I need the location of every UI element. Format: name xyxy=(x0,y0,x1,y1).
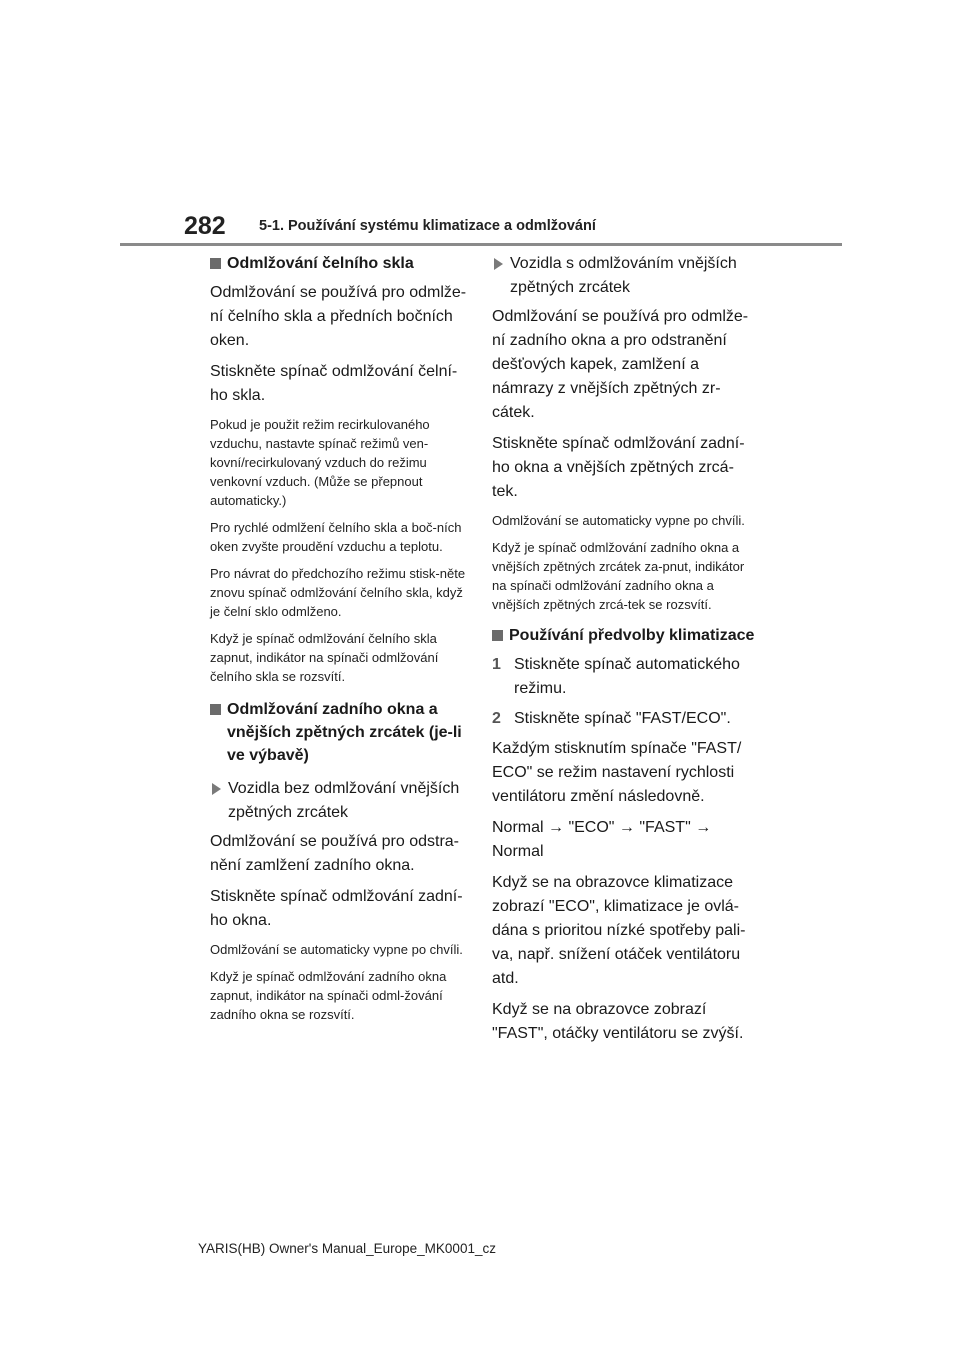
paragraph: Odmlžování se používá pro odmlže-ní čelního skla a předních bočních oken. xyxy=(210,284,467,349)
paragraph: Každým stisknutím spínače "FAST/ ECO" se režim nastavení rychlosti ventilátoru změní následovně. xyxy=(492,740,742,805)
paragraph: Stiskněte spínač odmlžování zadní-ho okna a vnějších zpětných zrcá-tek. xyxy=(492,435,745,500)
paragraph: Když se na obrazovce zobrazí "FAST", otáčky ventilátoru se zvýší. xyxy=(492,1001,744,1042)
note: Odmlžování se automaticky vypne po chvíli. xyxy=(210,942,463,957)
note: Když je spínač odmlžování zadního okna a vnějších zpětných zrcátek za-pnut, indikátor na spínači odmlžování zadního okna a vnějších zpětných zrcá-tek se rozsvítí. xyxy=(492,540,745,612)
note: Když je spínač odmlžování čelního skla zapnut, indikátor na spínači odmlžování čelního skla se rozsvítí. xyxy=(210,631,439,684)
triangle-bullet-icon xyxy=(212,783,221,795)
page-number: 282 xyxy=(184,212,226,240)
paragraph: Stiskněte spínač odmlžování čelní-ho skla. xyxy=(210,363,458,404)
note: Pro rychlé odmlžení čelního skla a boč-ních oken zvyšte proudění vzduchu a teplotu. xyxy=(210,520,462,554)
heading-ac-preset: Používání předvolby klimatizace xyxy=(492,624,756,647)
square-bullet-icon xyxy=(492,630,503,641)
step-number: 1 xyxy=(492,656,501,673)
step-number: 2 xyxy=(492,710,501,727)
heading-windshield-defog: Odmlžování čelního skla xyxy=(210,252,468,275)
paragraph: Odmlžování se používá pro odmlže-ní zadního okna a pro odstranění dešťových kapek, zamlžení a námrazy z vnějších zpětných zr-cátek. xyxy=(492,308,749,421)
subheading: Vozidla bez odmlžování vnějších zpětných zrcátek xyxy=(210,777,468,825)
paragraph: Odmlžování se používá pro odstra-nění zamlžení zadního okna. xyxy=(210,833,460,874)
step-item: 2 Stiskněte spínač "FAST/ECO". xyxy=(492,707,756,731)
paragraph: Normal → "ECO" → "FAST" → Normal xyxy=(492,819,712,860)
footer-text: YARIS(HB) Owner's Manual_Europe_MK0001_cz xyxy=(198,1241,496,1256)
heading-rear-window-defog: Odmlžování zadního okna a vnějších zpětných zrcátek (je-li ve výbavě) xyxy=(210,698,468,767)
square-bullet-icon xyxy=(210,258,221,269)
note: Pro návrat do předchozího režimu stisk-něte znovu spínač odmlžování čelního skla, když je čelní sklo odmlženo. xyxy=(210,566,466,619)
paragraph: Stiskněte spínač odmlžování zadní-ho okna. xyxy=(210,888,463,929)
note: Pokud je použit režim recirkulovaného vzduchu, nastavte spínač režimů ven-kovní/recirkulovaný vzduch do režimu venkovní vzduch. (Může se přepnout automaticky.) xyxy=(210,417,430,508)
note: Odmlžování se automaticky vypne po chvíli. xyxy=(492,513,745,528)
subheading: Vozidla s odmlžováním vnějších zpětných zrcátek xyxy=(492,252,756,300)
section-title: 5-1. Používání systému klimatizace a odmlžování xyxy=(259,218,596,234)
triangle-bullet-icon xyxy=(494,258,503,270)
paragraph: Když se na obrazovce klimatizace zobrazí "ECO", klimatizace je ovlá-dána s prioritou nízké spotřeby pali-va, např. snížení otáček ventilátoru atd. xyxy=(492,874,746,987)
right-column xyxy=(492,252,756,1053)
square-bullet-icon xyxy=(210,704,221,715)
note: Když je spínač odmlžování zadního okna zapnut, indikátor na spínači odml-žování zadního okna se rozsvítí. xyxy=(210,969,447,1022)
header-rule xyxy=(120,243,842,246)
left-column xyxy=(210,252,468,1032)
page-header xyxy=(0,0,960,250)
step-item: 1 Stiskněte spínač automatického režimu. xyxy=(492,653,756,701)
